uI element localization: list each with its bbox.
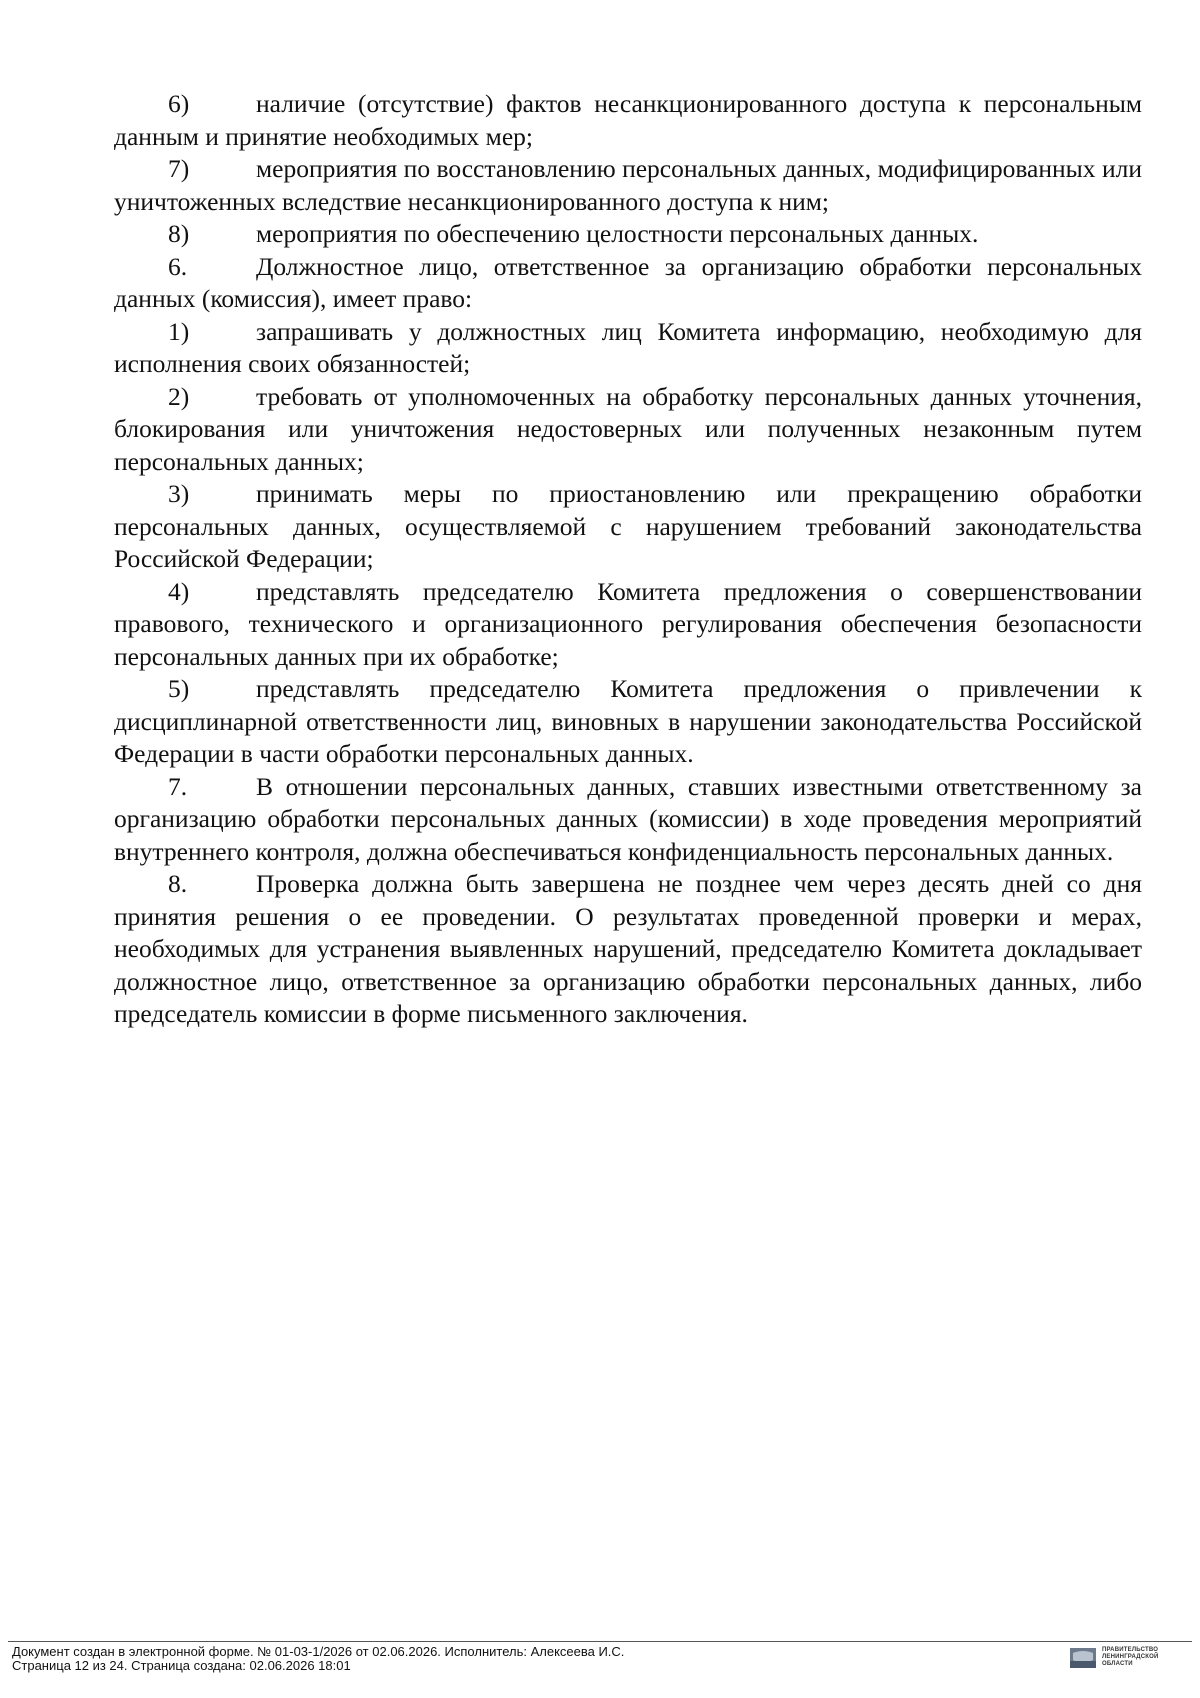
list-item-7	[114, 153, 1142, 218]
right-item-2	[114, 381, 1142, 479]
list-item-8	[114, 218, 1142, 251]
right-item-3	[114, 478, 1142, 576]
government-logo	[1070, 1647, 1158, 1668]
right-item-4	[114, 576, 1142, 674]
section-6	[114, 251, 1142, 316]
item-number: 3)	[168, 479, 190, 508]
item-text: требовать от уполномоченных на обработку персональных данных уточнения, блокирования или уничтожения недостоверных или полученных незаконным путем персональных данных;	[114, 381, 1142, 476]
footer-document-info: Документ создан в электронной форме. № 01-03-1/2026 от 02.06.2026. Исполнитель: Алексеева И.С.	[12, 1644, 625, 1659]
section-8	[114, 868, 1142, 1031]
section-number: 6.	[168, 251, 188, 281]
list-item-6	[114, 88, 1142, 153]
item-text: запрашивать у должностных лиц Комитета информацию, необходимую для исполнения своих обязанностей;	[114, 316, 1142, 378]
section-text: Должностное лицо, ответственное за организацию обработки персональных данных (комиссия), имеет право:	[114, 251, 1142, 313]
item-number: 5)	[168, 674, 190, 703]
section-number: 8.	[168, 869, 188, 898]
item-text: представлять председателю Комитета предложения о совершенствовании правового, технического и организационного регулирования обеспечения безопасности персональных данных при их обработке;	[114, 576, 1142, 671]
item-number: 8)	[168, 219, 190, 248]
section-text: Проверка должна быть завершена не позднее чем через десять дней со дня принятия решения о ее проведении. О результатах проведенной проверки и мерах, необходимых для устранения выявленных нарушений, председателю Комитета докладывает должностное лицо, ответственное за организацию обработки персональных данных, либо председатель комиссии в форме письменного заключения.	[114, 869, 1142, 1028]
item-number: 7)	[168, 154, 190, 183]
footer-page-info: Страница 12 из 24. Страница создана: 02.06.2026 18:01	[12, 1658, 351, 1673]
footer-divider	[8, 1641, 1192, 1642]
document-body	[114, 88, 1142, 1031]
item-number: 4)	[168, 576, 190, 606]
item-number: 1)	[168, 316, 190, 346]
footer-stamp	[12, 1645, 624, 1673]
section-number: 7.	[168, 771, 188, 801]
right-item-1	[114, 316, 1142, 381]
government-logo-text: ПРАВИТЕЛЬСТВО ЛЕНИНГРАДСКОЙ ОБЛАСТИ	[1102, 1647, 1159, 1667]
item-text: представлять председателю Комитета предложения о привлечении к дисциплинарной ответственности лиц, виновных в нарушении законодательства Российской Федерации в части обработки персональных данных.	[114, 674, 1142, 768]
section-text: В отношении персональных данных, ставших известными ответственному за организацию обработки персональных данных (комиссии) в ходе проведения мероприятий внутреннего контроля, должна обеспечиваться конфиденциальность персональных данных.	[114, 771, 1142, 866]
item-text: принимать меры по приостановлению или прекращению обработки персональных данных, осуществляемой с нарушением требований законодательства Российской Федерации;	[114, 479, 1142, 573]
coat-of-arms-icon	[1070, 1648, 1096, 1668]
item-text: мероприятия по восстановлению персональных данных, модифицированных или уничтоженных вследствие несанкционированного доступа к ним;	[114, 154, 1142, 216]
right-item-5	[114, 673, 1142, 771]
item-text: наличие (отсутствие) фактов несанкционированного доступа к персональным данным и принятие необходимых мер;	[114, 89, 1142, 151]
section-7	[114, 771, 1142, 869]
item-text: мероприятия по обеспечению целостности персональных данных.	[256, 219, 979, 248]
item-number: 2)	[168, 381, 190, 411]
item-number: 6)	[168, 89, 190, 118]
